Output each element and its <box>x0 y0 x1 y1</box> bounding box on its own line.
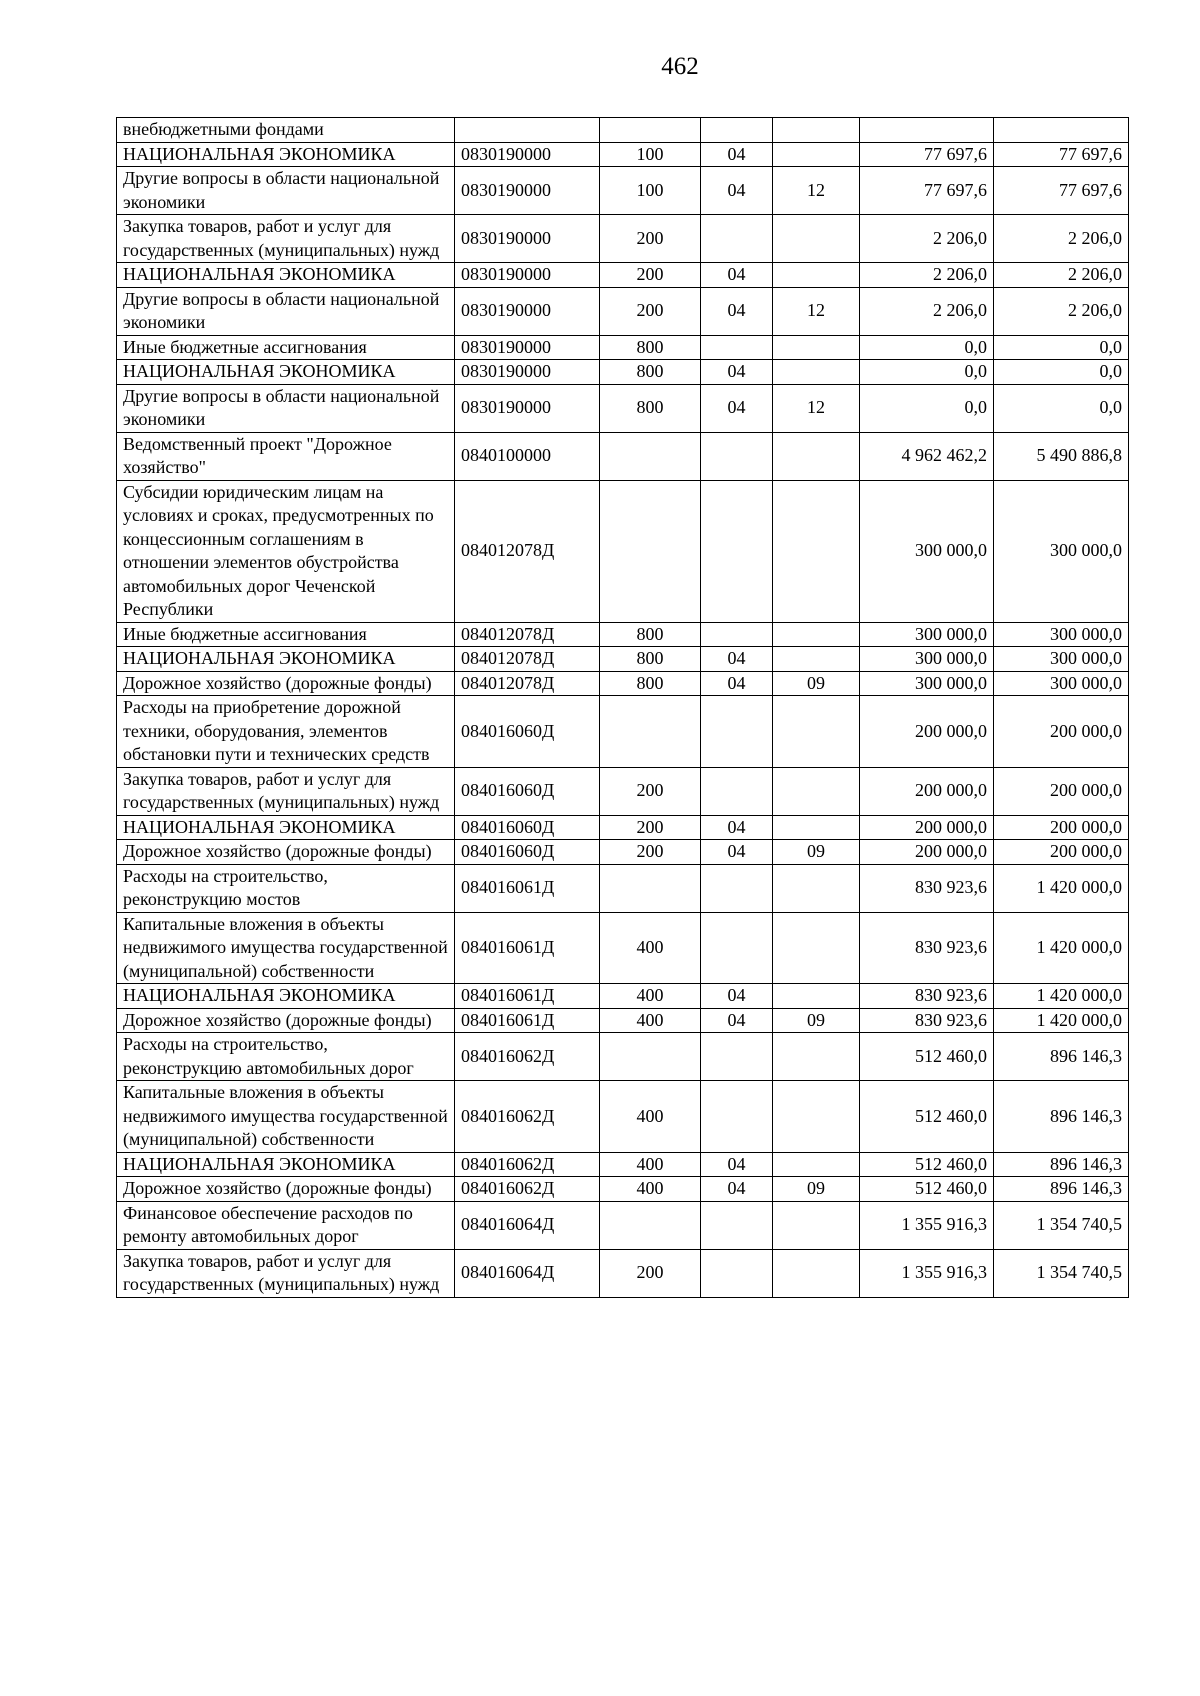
amount-year2-cell: 1 420 000,0 <box>994 1008 1129 1033</box>
row-name-cell: НАЦИОНАЛЬНАЯ ЭКОНОМИКА <box>117 1152 455 1177</box>
target-code-cell: 084012078Д <box>455 671 600 696</box>
amount-year2-cell: 77 697,6 <box>994 142 1129 167</box>
table-row <box>117 622 1129 647</box>
subsection-cell <box>773 1249 860 1297</box>
target-code-cell <box>455 118 600 143</box>
amount-year1-cell: 300 000,0 <box>860 671 994 696</box>
amount-year2-cell: 896 146,3 <box>994 1177 1129 1202</box>
table-row <box>117 1152 1129 1177</box>
amount-year1-cell: 512 460,0 <box>860 1033 994 1081</box>
table-row <box>117 335 1129 360</box>
target-code-cell: 084012078Д <box>455 480 600 622</box>
target-code-cell: 084016060Д <box>455 815 600 840</box>
row-name-cell: НАЦИОНАЛЬНАЯ ЭКОНОМИКА <box>117 142 455 167</box>
table-row <box>117 263 1129 288</box>
section-cell <box>701 622 773 647</box>
row-name-cell: Субсидии юридическим лицам на условиях и сроках, предусмотренных по концессионным соглашениям в отношении элементов обустройства автомобильных дорог Чеченской Республики <box>117 480 455 622</box>
target-code-cell: 084016062Д <box>455 1152 600 1177</box>
expense-type-cell <box>600 1033 701 1081</box>
amount-year2-cell: 300 000,0 <box>994 480 1129 622</box>
subsection-cell <box>773 142 860 167</box>
amount-year1-cell <box>860 118 994 143</box>
subsection-cell: 12 <box>773 287 860 335</box>
amount-year1-cell: 200 000,0 <box>860 815 994 840</box>
amount-year2-cell: 2 206,0 <box>994 215 1129 263</box>
amount-year1-cell: 512 460,0 <box>860 1152 994 1177</box>
row-name-cell: Расходы на строительство, реконструкцию автомобильных дорог <box>117 1033 455 1081</box>
amount-year2-cell: 200 000,0 <box>994 815 1129 840</box>
target-code-cell: 084016062Д <box>455 1081 600 1153</box>
table-row <box>117 167 1129 215</box>
target-code-cell: 0830190000 <box>455 287 600 335</box>
section-cell: 04 <box>701 360 773 385</box>
table-row <box>117 815 1129 840</box>
subsection-cell <box>773 1152 860 1177</box>
table-row <box>117 287 1129 335</box>
amount-year2-cell: 1 354 740,5 <box>994 1249 1129 1297</box>
amount-year1-cell: 1 355 916,3 <box>860 1249 994 1297</box>
table-row <box>117 912 1129 984</box>
target-code-cell: 084016061Д <box>455 984 600 1009</box>
subsection-cell: 09 <box>773 840 860 865</box>
amount-year1-cell: 0,0 <box>860 360 994 385</box>
row-name-cell: Другие вопросы в области национальной экономики <box>117 287 455 335</box>
amount-year1-cell: 2 206,0 <box>860 215 994 263</box>
amount-year2-cell: 896 146,3 <box>994 1081 1129 1153</box>
table-row <box>117 984 1129 1009</box>
amount-year2-cell: 2 206,0 <box>994 287 1129 335</box>
section-cell: 04 <box>701 1152 773 1177</box>
subsection-cell <box>773 815 860 840</box>
row-name-cell: НАЦИОНАЛЬНАЯ ЭКОНОМИКА <box>117 647 455 672</box>
subsection-cell: 09 <box>773 1177 860 1202</box>
row-name-cell: Закупка товаров, работ и услуг для государственных (муниципальных) нужд <box>117 215 455 263</box>
amount-year2-cell: 300 000,0 <box>994 647 1129 672</box>
row-name-cell: Другие вопросы в области национальной экономики <box>117 384 455 432</box>
expense-type-cell: 400 <box>600 1081 701 1153</box>
target-code-cell: 0830190000 <box>455 167 600 215</box>
target-code-cell: 0830190000 <box>455 360 600 385</box>
amount-year2-cell: 896 146,3 <box>994 1152 1129 1177</box>
table-row <box>117 215 1129 263</box>
amount-year1-cell: 300 000,0 <box>860 647 994 672</box>
target-code-cell: 084016060Д <box>455 840 600 865</box>
table-row <box>117 1201 1129 1249</box>
section-cell: 04 <box>701 1177 773 1202</box>
amount-year1-cell: 2 206,0 <box>860 287 994 335</box>
section-cell: 04 <box>701 671 773 696</box>
expense-type-cell: 800 <box>600 384 701 432</box>
amount-year1-cell: 77 697,6 <box>860 142 994 167</box>
amount-year2-cell: 200 000,0 <box>994 840 1129 865</box>
amount-year1-cell: 0,0 <box>860 335 994 360</box>
section-cell: 04 <box>701 263 773 288</box>
subsection-cell <box>773 432 860 480</box>
expense-type-cell: 100 <box>600 142 701 167</box>
expense-type-cell: 200 <box>600 1249 701 1297</box>
subsection-cell <box>773 864 860 912</box>
target-code-cell: 084016064Д <box>455 1249 600 1297</box>
table-body <box>117 118 1129 1298</box>
amount-year2-cell: 0,0 <box>994 360 1129 385</box>
table-row <box>117 142 1129 167</box>
expense-type-cell: 400 <box>600 1177 701 1202</box>
row-name-cell: Дорожное хозяйство (дорожные фонды) <box>117 1008 455 1033</box>
row-name-cell: Дорожное хозяйство (дорожные фонды) <box>117 840 455 865</box>
section-cell: 04 <box>701 142 773 167</box>
expense-type-cell: 800 <box>600 335 701 360</box>
subsection-cell: 12 <box>773 384 860 432</box>
section-cell <box>701 335 773 360</box>
amount-year1-cell: 512 460,0 <box>860 1177 994 1202</box>
section-cell: 04 <box>701 384 773 432</box>
section-cell <box>701 432 773 480</box>
section-cell: 04 <box>701 167 773 215</box>
expense-type-cell: 400 <box>600 984 701 1009</box>
subsection-cell <box>773 647 860 672</box>
section-cell: 04 <box>701 984 773 1009</box>
table-row <box>117 1008 1129 1033</box>
expense-type-cell <box>600 480 701 622</box>
section-cell: 04 <box>701 647 773 672</box>
amount-year1-cell: 830 923,6 <box>860 1008 994 1033</box>
amount-year1-cell: 200 000,0 <box>860 840 994 865</box>
amount-year1-cell: 830 923,6 <box>860 912 994 984</box>
expense-type-cell: 200 <box>600 767 701 815</box>
expense-type-cell: 400 <box>600 1008 701 1033</box>
section-cell: 04 <box>701 287 773 335</box>
subsection-cell <box>773 215 860 263</box>
target-code-cell: 084016061Д <box>455 912 600 984</box>
table-row <box>117 671 1129 696</box>
subsection-cell <box>773 912 860 984</box>
subsection-cell <box>773 1033 860 1081</box>
target-code-cell: 084016062Д <box>455 1033 600 1081</box>
section-cell <box>701 696 773 768</box>
amount-year2-cell: 896 146,3 <box>994 1033 1129 1081</box>
table-row <box>117 647 1129 672</box>
amount-year1-cell: 512 460,0 <box>860 1081 994 1153</box>
section-cell <box>701 118 773 143</box>
table-row <box>117 480 1129 622</box>
amount-year1-cell: 200 000,0 <box>860 767 994 815</box>
expense-type-cell: 100 <box>600 167 701 215</box>
table-row <box>117 1081 1129 1153</box>
target-code-cell: 0830190000 <box>455 215 600 263</box>
subsection-cell <box>773 1081 860 1153</box>
table-row <box>117 1177 1129 1202</box>
page-number: 462 <box>661 53 699 80</box>
expense-type-cell <box>600 118 701 143</box>
target-code-cell: 0830190000 <box>455 263 600 288</box>
amount-year2-cell: 300 000,0 <box>994 622 1129 647</box>
table-row <box>117 864 1129 912</box>
table-row <box>117 1033 1129 1081</box>
subsection-cell <box>773 696 860 768</box>
target-code-cell: 0830190000 <box>455 335 600 360</box>
expense-type-cell: 800 <box>600 622 701 647</box>
row-name-cell: НАЦИОНАЛЬНАЯ ЭКОНОМИКА <box>117 984 455 1009</box>
row-name-cell: Капитальные вложения в объекты недвижимого имущества государственной (муниципальной) собственности <box>117 1081 455 1153</box>
expense-type-cell: 800 <box>600 671 701 696</box>
expense-type-cell: 200 <box>600 263 701 288</box>
subsection-cell <box>773 984 860 1009</box>
amount-year1-cell: 0,0 <box>860 384 994 432</box>
subsection-cell <box>773 622 860 647</box>
row-name-cell: Закупка товаров, работ и услуг для государственных (муниципальных) нужд <box>117 767 455 815</box>
table-row <box>117 432 1129 480</box>
expense-type-cell <box>600 432 701 480</box>
amount-year1-cell: 200 000,0 <box>860 696 994 768</box>
row-name-cell: Другие вопросы в области национальной экономики <box>117 167 455 215</box>
amount-year2-cell: 77 697,6 <box>994 167 1129 215</box>
amount-year1-cell: 830 923,6 <box>860 864 994 912</box>
amount-year2-cell: 0,0 <box>994 335 1129 360</box>
subsection-cell <box>773 335 860 360</box>
row-name-cell: Дорожное хозяйство (дорожные фонды) <box>117 1177 455 1202</box>
table-row <box>117 840 1129 865</box>
section-cell <box>701 1249 773 1297</box>
section-cell <box>701 480 773 622</box>
amount-year2-cell: 5 490 886,8 <box>994 432 1129 480</box>
row-name-cell: Расходы на приобретение дорожной техники, оборудования, элементов обстановки пути и технических средств <box>117 696 455 768</box>
budget-table <box>116 117 1129 1298</box>
row-name-cell: Ведомственный проект "Дорожное хозяйство" <box>117 432 455 480</box>
table-row <box>117 384 1129 432</box>
row-name-cell: Иные бюджетные ассигнования <box>117 622 455 647</box>
amount-year1-cell: 2 206,0 <box>860 263 994 288</box>
expense-type-cell: 200 <box>600 840 701 865</box>
table-row <box>117 696 1129 768</box>
target-code-cell: 084016061Д <box>455 1008 600 1033</box>
section-cell <box>701 912 773 984</box>
amount-year2-cell: 1 354 740,5 <box>994 1201 1129 1249</box>
amount-year2-cell: 1 420 000,0 <box>994 864 1129 912</box>
expense-type-cell <box>600 696 701 768</box>
row-name-cell: НАЦИОНАЛЬНАЯ ЭКОНОМИКА <box>117 360 455 385</box>
row-name-cell: Иные бюджетные ассигнования <box>117 335 455 360</box>
expense-type-cell: 200 <box>600 815 701 840</box>
target-code-cell: 084016062Д <box>455 1177 600 1202</box>
target-code-cell: 084012078Д <box>455 622 600 647</box>
row-name-cell: НАЦИОНАЛЬНАЯ ЭКОНОМИКА <box>117 263 455 288</box>
amount-year2-cell: 1 420 000,0 <box>994 984 1129 1009</box>
amount-year2-cell: 0,0 <box>994 384 1129 432</box>
subsection-cell <box>773 118 860 143</box>
subsection-cell: 12 <box>773 167 860 215</box>
subsection-cell: 09 <box>773 671 860 696</box>
section-cell <box>701 1081 773 1153</box>
table-row <box>117 1249 1129 1297</box>
expense-type-cell: 400 <box>600 912 701 984</box>
subsection-cell <box>773 263 860 288</box>
amount-year2-cell: 2 206,0 <box>994 263 1129 288</box>
table-row <box>117 360 1129 385</box>
target-code-cell: 084012078Д <box>455 647 600 672</box>
expense-type-cell: 200 <box>600 215 701 263</box>
row-name-cell: Расходы на строительство, реконструкцию мостов <box>117 864 455 912</box>
section-cell <box>701 864 773 912</box>
target-code-cell: 084016060Д <box>455 696 600 768</box>
expense-type-cell <box>600 864 701 912</box>
row-name-cell: Дорожное хозяйство (дорожные фонды) <box>117 671 455 696</box>
amount-year1-cell: 300 000,0 <box>860 480 994 622</box>
target-code-cell: 084016060Д <box>455 767 600 815</box>
section-cell: 04 <box>701 815 773 840</box>
amount-year1-cell: 77 697,6 <box>860 167 994 215</box>
row-name-cell: Капитальные вложения в объекты недвижимого имущества государственной (муниципальной) собственности <box>117 912 455 984</box>
row-name-cell: НАЦИОНАЛЬНАЯ ЭКОНОМИКА <box>117 815 455 840</box>
amount-year1-cell: 300 000,0 <box>860 622 994 647</box>
subsection-cell <box>773 480 860 622</box>
amount-year2-cell <box>994 118 1129 143</box>
section-cell <box>701 767 773 815</box>
subsection-cell: 09 <box>773 1008 860 1033</box>
row-name-cell: Закупка товаров, работ и услуг для государственных (муниципальных) нужд <box>117 1249 455 1297</box>
expense-type-cell: 800 <box>600 360 701 385</box>
amount-year1-cell: 830 923,6 <box>860 984 994 1009</box>
amount-year2-cell: 300 000,0 <box>994 671 1129 696</box>
section-cell: 04 <box>701 1008 773 1033</box>
amount-year2-cell: 1 420 000,0 <box>994 912 1129 984</box>
target-code-cell: 084016064Д <box>455 1201 600 1249</box>
target-code-cell: 0840100000 <box>455 432 600 480</box>
target-code-cell: 0830190000 <box>455 384 600 432</box>
expense-type-cell: 200 <box>600 287 701 335</box>
amount-year1-cell: 4 962 462,2 <box>860 432 994 480</box>
section-cell: 04 <box>701 840 773 865</box>
amount-year2-cell: 200 000,0 <box>994 696 1129 768</box>
target-code-cell: 084016061Д <box>455 864 600 912</box>
section-cell <box>701 1201 773 1249</box>
amount-year2-cell: 200 000,0 <box>994 767 1129 815</box>
expense-type-cell: 800 <box>600 647 701 672</box>
expense-type-cell: 400 <box>600 1152 701 1177</box>
section-cell <box>701 215 773 263</box>
subsection-cell <box>773 360 860 385</box>
row-name-cell: Финансовое обеспечение расходов по ремонту автомобильных дорог <box>117 1201 455 1249</box>
table-row <box>117 767 1129 815</box>
row-name-cell: внебюджетными фондами <box>117 118 455 143</box>
target-code-cell: 0830190000 <box>455 142 600 167</box>
amount-year1-cell: 1 355 916,3 <box>860 1201 994 1249</box>
subsection-cell <box>773 1201 860 1249</box>
section-cell <box>701 1033 773 1081</box>
expense-type-cell <box>600 1201 701 1249</box>
table-row <box>117 118 1129 143</box>
subsection-cell <box>773 767 860 815</box>
